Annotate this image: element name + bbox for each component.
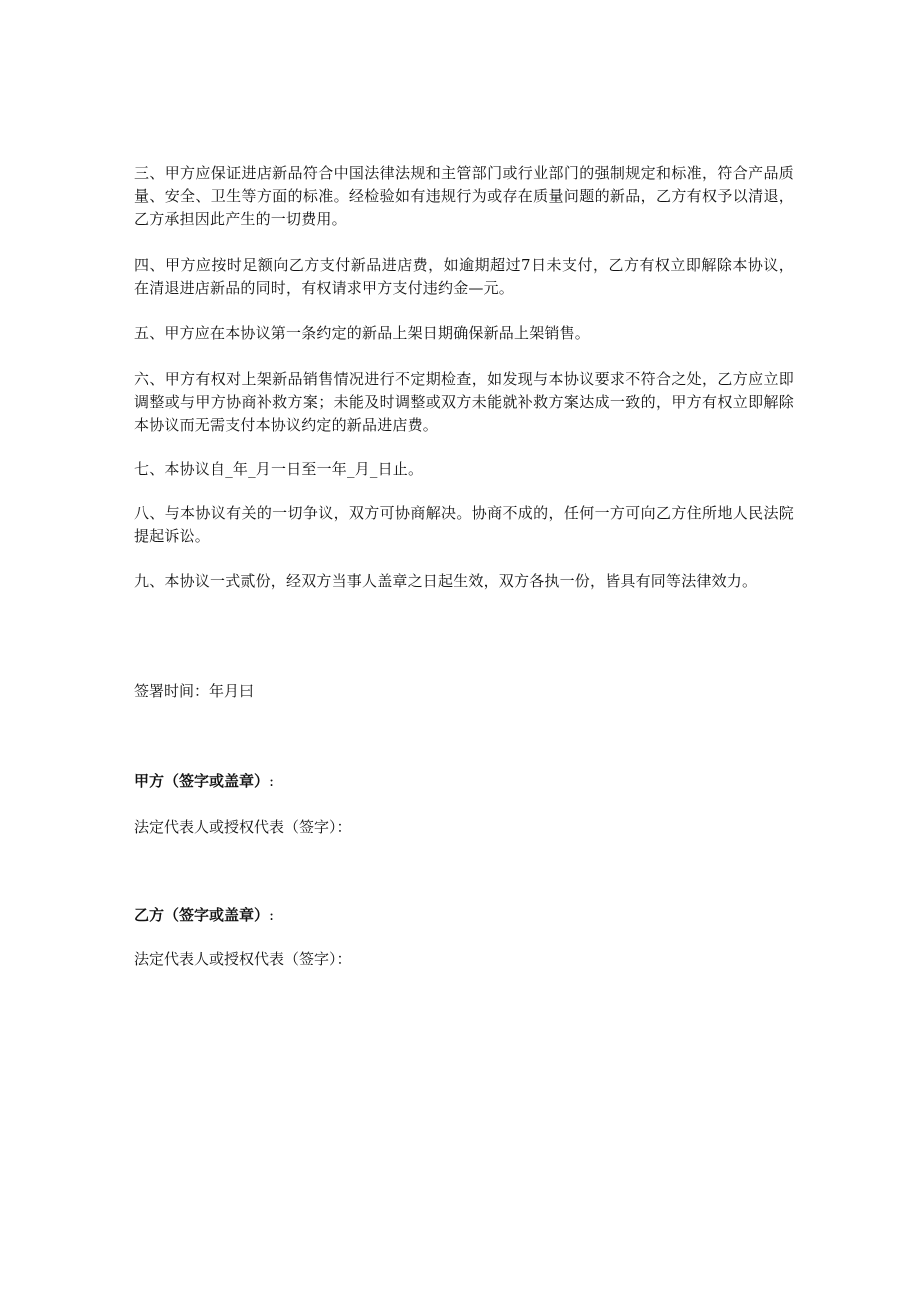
clause-6: 六、甲方有权对上架新品销售情况进行不定期检查，如发现与本协议要求不符合之处，乙方应立即调整或与甲方协商补救方案；未能及时调整或双方未能就补救方案达成一致的，甲方有权立即解除本协议而无需支付本协议约定的新品进店费。: [134, 370, 794, 434]
clause-9: 九、本协议一式贰份，经双方当事人盖章之日起生效，双方各执一份，皆具有同等法律效力。: [134, 572, 758, 590]
party-b-title-text: 乙方（签字或盖章）: [134, 906, 270, 924]
clause-3: 三、甲方应保证进店新品符合中国法律法规和主管部门或行业部门的强制规定和标准，符合产品质量、安全、卫生等方面的标准。经检验如有违规行为或存在质量问题的新品，乙方有权予以清退，乙方承担因此产生的一切费用。: [134, 164, 794, 228]
clause-8: 八、与本协议有关的一切争议，双方可协商解决。协商不成的，任何一方可向乙方住所地人民法院提起诉讼。: [134, 504, 794, 545]
clause-4: 四、甲方应按时足额向乙方支付新品进店费，如逾期超过7日未支付，乙方有权立即解除本协议，在清退进店新品的同时，有权请求甲方支付违约金—元。: [134, 256, 794, 297]
party-b-representative: 法定代表人或授权代表（签字）：: [134, 950, 352, 968]
party-b-title: [134, 904, 274, 927]
party-a-title-text: 甲方（签字或盖章）: [134, 772, 270, 790]
clause-7: 七、本协议自_年_月一日至一年_月_日止。: [134, 460, 424, 478]
party-a-representative: 法定代表人或授权代表（签字）：: [134, 818, 352, 836]
signing-time: 签署时间：年月曰: [134, 682, 255, 700]
party-a-title: [134, 770, 274, 793]
party-a-title-suffix: :: [269, 772, 275, 790]
clause-5: 五、甲方应在本协议第一条约定的新品上架日期确保新品上架销售。: [134, 324, 591, 342]
party-b-title-suffix: :: [269, 906, 275, 924]
